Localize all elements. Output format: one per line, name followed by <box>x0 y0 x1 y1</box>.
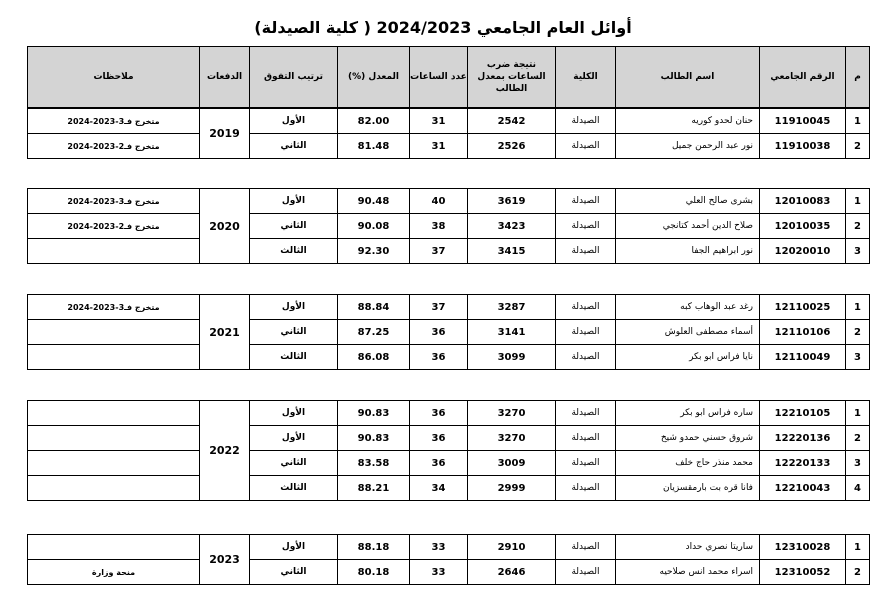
cell-rank: الثاني <box>250 560 338 585</box>
cell-name: نور عبد الرحمن جميل <box>616 134 760 159</box>
cell-id: 12010035 <box>760 214 846 239</box>
cell-name: بشرى صالح العلي <box>616 189 760 214</box>
cell-m: 1 <box>846 535 870 560</box>
cell-name: شروق حسني حمدو شيخ <box>616 426 760 451</box>
cell-id: 12210105 <box>760 401 846 426</box>
cell-rank: الأول <box>250 295 338 320</box>
cell-note: متخرج فـ2-2023-2024 <box>28 134 200 159</box>
table-row <box>28 134 870 159</box>
table-row <box>28 345 870 370</box>
cell-note <box>28 476 200 501</box>
cell-m: 3 <box>846 345 870 370</box>
cell-hours: 36 <box>410 320 468 345</box>
cell-id: 12110049 <box>760 345 846 370</box>
cell-rank: الأول <box>250 109 338 134</box>
cell-gpa: 83.58 <box>338 451 410 476</box>
cell-college: الصيدلة <box>556 535 616 560</box>
cell-id: 12310052 <box>760 560 846 585</box>
cell-id: 12220133 <box>760 451 846 476</box>
cell-college: الصيدلة <box>556 345 616 370</box>
cell-id: 12020010 <box>760 239 846 264</box>
cell-m: 3 <box>846 239 870 264</box>
cell-note <box>28 239 200 264</box>
cell-name: ساريتا نصري حداد <box>616 535 760 560</box>
cell-id: 12010083 <box>760 189 846 214</box>
cell-m: 1 <box>846 401 870 426</box>
header-rank: ترتيب التفوق <box>250 47 338 108</box>
cell-product: 3141 <box>468 320 556 345</box>
cell-product: 3099 <box>468 345 556 370</box>
cell-m: 4 <box>846 476 870 501</box>
cell-rank: الثالث <box>250 239 338 264</box>
cell-gpa: 90.48 <box>338 189 410 214</box>
cell-college: الصيدلة <box>556 109 616 134</box>
cell-rank: الثالث <box>250 345 338 370</box>
cell-gpa: 81.48 <box>338 134 410 159</box>
cell-product: 3270 <box>468 401 556 426</box>
cell-rank: الأول <box>250 426 338 451</box>
header-row <box>28 47 870 108</box>
cell-name: صلاح الدين أحمد كتانجي <box>616 214 760 239</box>
cell-name: حنان لحدو كوريه <box>616 109 760 134</box>
batch-table-2020 <box>27 188 870 264</box>
header-gpa: المعدل (%) <box>338 47 410 108</box>
cell-name: نور ابراهيم الجفا <box>616 239 760 264</box>
cell-college: الصيدلة <box>556 214 616 239</box>
table-row <box>28 320 870 345</box>
table-row <box>28 426 870 451</box>
cell-rank: الأول <box>250 401 338 426</box>
cell-hours: 36 <box>410 451 468 476</box>
header-batch: الدفعات <box>200 47 250 108</box>
cell-id: 12210043 <box>760 476 846 501</box>
cell-college: الصيدلة <box>556 295 616 320</box>
cell-name: اسراء محمد انس صلاحيه <box>616 560 760 585</box>
cell-name: رغد عبد الوهاب كبه <box>616 295 760 320</box>
cell-m: 1 <box>846 189 870 214</box>
cell-rank: الثاني <box>250 320 338 345</box>
cell-hours: 36 <box>410 401 468 426</box>
table-row <box>28 401 870 426</box>
cell-gpa: 82.00 <box>338 109 410 134</box>
table-row <box>28 214 870 239</box>
cell-college: الصيدلة <box>556 560 616 585</box>
cell-note <box>28 535 200 560</box>
cell-product: 3423 <box>468 214 556 239</box>
table-row <box>28 535 870 560</box>
header-name: اسم الطالب <box>616 47 760 108</box>
cell-college: الصيدلة <box>556 134 616 159</box>
cell-name: أسماء مصطفى العلوش <box>616 320 760 345</box>
cell-hours: 31 <box>410 109 468 134</box>
cell-note: متخرج فـ2-2023-2024 <box>28 214 200 239</box>
cell-rank: الأول <box>250 189 338 214</box>
cell-college: الصيدلة <box>556 426 616 451</box>
header-notes: ملاحظات <box>28 47 200 108</box>
cell-note: منحة وزارة <box>28 560 200 585</box>
cell-gpa: 92.30 <box>338 239 410 264</box>
table-row <box>28 239 870 264</box>
header-college: الكلية <box>556 47 616 108</box>
cell-m: 2 <box>846 560 870 585</box>
cell-college: الصيدلة <box>556 401 616 426</box>
cell-hours: 40 <box>410 189 468 214</box>
cell-m: 1 <box>846 109 870 134</box>
cell-hours: 34 <box>410 476 468 501</box>
cell-batch: 2020 <box>200 189 250 264</box>
cell-product: 2526 <box>468 134 556 159</box>
table-row <box>28 451 870 476</box>
cell-college: الصيدلة <box>556 239 616 264</box>
cell-name: محمد منذر حاج خلف <box>616 451 760 476</box>
cell-college: الصيدلة <box>556 451 616 476</box>
cell-gpa: 80.18 <box>338 560 410 585</box>
cell-hours: 36 <box>410 426 468 451</box>
cell-gpa: 88.18 <box>338 535 410 560</box>
cell-gpa: 87.25 <box>338 320 410 345</box>
cell-id: 11910045 <box>760 109 846 134</box>
cell-note <box>28 451 200 476</box>
header-m: م <box>846 47 870 108</box>
cell-product: 2542 <box>468 109 556 134</box>
cell-gpa: 90.83 <box>338 401 410 426</box>
cell-gpa: 90.83 <box>338 426 410 451</box>
cell-m: 2 <box>846 134 870 159</box>
cell-rank: الثالث <box>250 476 338 501</box>
cell-m: 2 <box>846 320 870 345</box>
cell-m: 2 <box>846 214 870 239</box>
cell-rank: الأول <box>250 535 338 560</box>
cell-note: متخرج فـ3-2023-2024 <box>28 109 200 134</box>
cell-note: متخرج فـ3-2023-2024 <box>28 189 200 214</box>
cell-m: 1 <box>846 295 870 320</box>
header-table <box>27 46 870 108</box>
header-hours: عدد الساعات <box>410 47 468 108</box>
cell-note <box>28 426 200 451</box>
cell-college: الصيدلة <box>556 476 616 501</box>
cell-batch: 2019 <box>200 109 250 159</box>
cell-name: نايا فراس ابو بكر <box>616 345 760 370</box>
table-row <box>28 295 870 320</box>
cell-hours: 33 <box>410 560 468 585</box>
cell-name: فانا قره بت بارمقسزيان <box>616 476 760 501</box>
cell-product: 2910 <box>468 535 556 560</box>
cell-rank: الثاني <box>250 214 338 239</box>
cell-note <box>28 401 200 426</box>
cell-product: 2999 <box>468 476 556 501</box>
header-id: الرقم الجامعي <box>760 47 846 108</box>
header-product: نتيجة ضرب الساعات بمعدل الطالب <box>468 47 556 108</box>
cell-product: 3287 <box>468 295 556 320</box>
page-title: أوائل العام الجامعي 2024/2023 ( كلية الصيدلة) <box>254 18 632 37</box>
cell-college: الصيدلة <box>556 189 616 214</box>
cell-gpa: 86.08 <box>338 345 410 370</box>
table-row <box>28 109 870 134</box>
cell-name: ساره فراس ابو بكر <box>616 401 760 426</box>
table-row <box>28 476 870 501</box>
cell-m: 2 <box>846 426 870 451</box>
cell-id: 12110025 <box>760 295 846 320</box>
cell-hours: 33 <box>410 535 468 560</box>
cell-id: 12310028 <box>760 535 846 560</box>
cell-product: 3415 <box>468 239 556 264</box>
cell-gpa: 90.08 <box>338 214 410 239</box>
cell-note <box>28 345 200 370</box>
cell-batch: 2023 <box>200 535 250 585</box>
cell-hours: 38 <box>410 214 468 239</box>
cell-note <box>28 320 200 345</box>
cell-batch: 2021 <box>200 295 250 370</box>
cell-product: 3270 <box>468 426 556 451</box>
cell-m: 3 <box>846 451 870 476</box>
cell-hours: 31 <box>410 134 468 159</box>
cell-product: 3009 <box>468 451 556 476</box>
cell-id: 11910038 <box>760 134 846 159</box>
table-row <box>28 560 870 585</box>
table-row <box>28 189 870 214</box>
cell-hours: 37 <box>410 239 468 264</box>
cell-gpa: 88.21 <box>338 476 410 501</box>
batch-table-2022 <box>27 400 870 501</box>
cell-college: الصيدلة <box>556 320 616 345</box>
cell-gpa: 88.84 <box>338 295 410 320</box>
cell-note: متخرج فـ3-2023-2024 <box>28 295 200 320</box>
cell-hours: 36 <box>410 345 468 370</box>
batch-table-2019 <box>27 108 870 159</box>
cell-hours: 37 <box>410 295 468 320</box>
cell-id: 12110106 <box>760 320 846 345</box>
cell-product: 3619 <box>468 189 556 214</box>
cell-rank: الثاني <box>250 451 338 476</box>
cell-product: 2646 <box>468 560 556 585</box>
batch-table-2023 <box>27 534 870 585</box>
cell-rank: الثاني <box>250 134 338 159</box>
cell-id: 12220136 <box>760 426 846 451</box>
cell-batch: 2022 <box>200 401 250 501</box>
batch-table-2021 <box>27 294 870 370</box>
